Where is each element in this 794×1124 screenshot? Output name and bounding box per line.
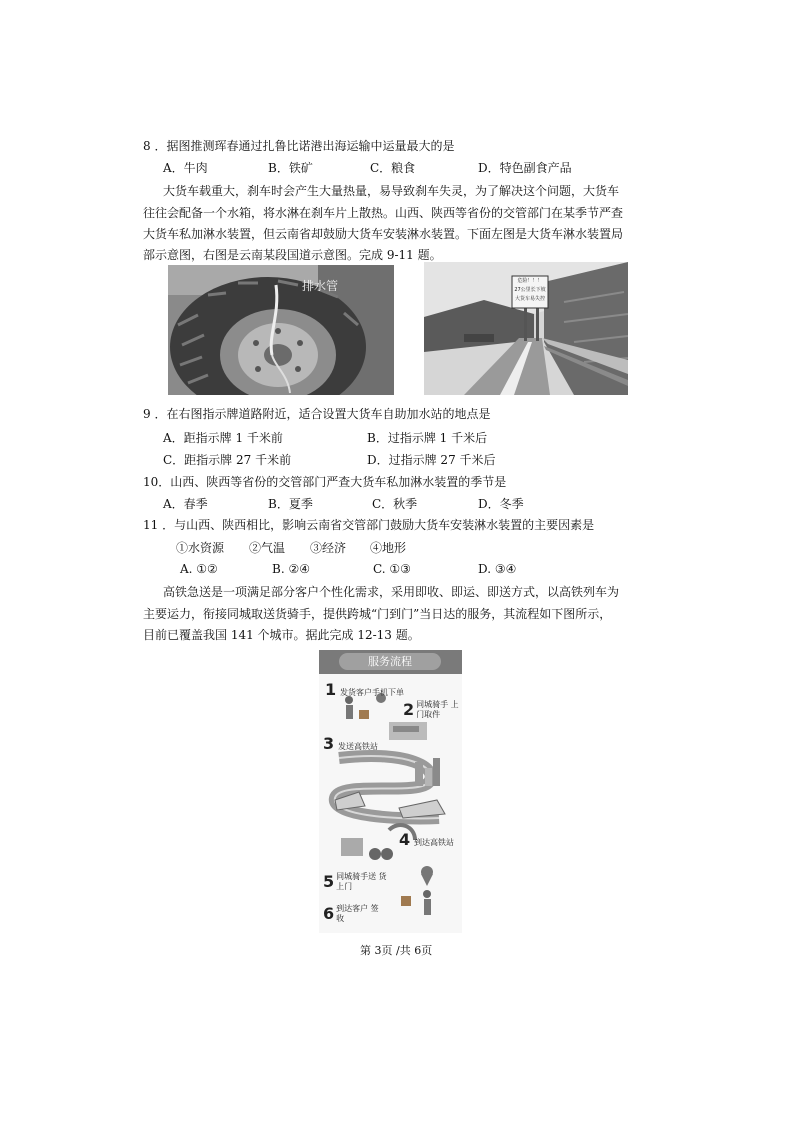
- flow-step-2-number: 2: [403, 700, 415, 719]
- flow-step-3-number: 3: [323, 734, 335, 753]
- flow-step-1-label: 发货客户手机下单: [339, 688, 404, 697]
- q10-option-a: A．春季: [163, 497, 208, 511]
- q11-option-b: B. ②④: [272, 562, 310, 576]
- q11-factor-1: ①水资源: [176, 541, 225, 555]
- q11-factor-2: ②气温: [249, 541, 286, 555]
- passage2-line-3: 目前已覆盖我国 141 个城市。据此完成 12-13 题。: [143, 628, 420, 642]
- q11-factor-3: ③经济: [310, 541, 347, 555]
- q11-factor-4: ④地形: [370, 541, 407, 555]
- passage2-line-2: 主要运力，衔接同城取送货骑手，提供跨城“门到门”当日达的服务，其流程如下图所示，: [143, 607, 612, 621]
- q8-option-d: D．特色副食产品: [478, 161, 572, 175]
- q11-option-d: D. ③④: [478, 562, 517, 576]
- q9-option-a: A．距指示牌 1 千米前: [163, 431, 283, 445]
- flow-step-6-number: 6: [323, 904, 335, 923]
- flow-step-5-label: 同城骑手送 货上门: [336, 872, 387, 891]
- q11-option-c: C. ①③: [373, 562, 411, 576]
- q9-option-c: C．距指示牌 27 千米前: [163, 453, 292, 467]
- q9-option-b: B．过指示牌 1 千米后: [367, 431, 488, 445]
- flow-step-5-number: 5: [323, 872, 335, 891]
- page-number: 第 3页 /共 6页: [360, 944, 433, 957]
- service-flow-diagram: [319, 650, 462, 933]
- q10-option-d: D．冬季: [478, 497, 524, 511]
- q8-option-a: A．牛肉: [163, 161, 208, 175]
- passage1-line-1: 大货车载重大，刹车时会产生大量热量，易导致刹车失灵，为了解决这个问题，大货车: [163, 184, 620, 198]
- flow-step-4-number: 4: [399, 830, 411, 849]
- passage1-line-4: 部示意图，右图是云南某段国道示意图。完成 9-11 题。: [143, 248, 442, 262]
- sign-line-3: 大货车易失控: [514, 296, 545, 302]
- sign-line-1: 危险！！！: [517, 278, 543, 284]
- q9-stem: 9 ．在右图指示牌道路附近，适合设置大货车自助加水站的地点是: [143, 407, 491, 421]
- passage2-line-1: 高铁急送是一项满足部分客户个性化需求，采用即收、即运、即送方式，以高铁列车为: [163, 585, 620, 599]
- drain-pipe-label: 排水管: [302, 279, 339, 293]
- q8-option-b: B．铁矿: [268, 161, 313, 175]
- flow-step-4-label: 到达高铁站: [413, 838, 454, 847]
- flow-step-1-number: 1: [325, 680, 337, 699]
- passage1-line-2: 往往会配备一个水箱，将水淋在刹车片上散热。山西、陕西等省份的交管部门在某季节严查: [143, 206, 624, 220]
- q9-option-d: D．过指示牌 27 千米后: [367, 453, 496, 467]
- flow-step-2-label: 同城骑手 上门取件: [416, 700, 459, 719]
- q10-option-b: B．夏季: [268, 497, 313, 511]
- q8-stem: 8 ．据图推测珲春通过扎鲁比诺港出海运输中运量最大的是: [143, 139, 455, 153]
- flow-step-3-label: 发送高铁站: [337, 742, 378, 751]
- q10-stem: 10．山西、陕西等省份的交管部门严查大货车私加淋水装置的季节是: [143, 475, 507, 489]
- q11-stem: 11 ．与山西、陕西相比，影响云南省交管部门鼓励大货车安装淋水装置的主要因素是: [143, 518, 595, 532]
- passage1-line-3: 大货车私加淋水装置，但云南省却鼓励大货车安装淋水装置。下面左图是大货车淋水装置局: [143, 227, 624, 241]
- flow-title: 服务流程: [339, 653, 441, 670]
- truck-wheel-photo: [168, 265, 394, 395]
- q8-option-c: C．粮食: [370, 161, 416, 175]
- sign-line-2: 27公里长下坡: [514, 287, 546, 293]
- q10-option-c: C．秋季: [372, 497, 418, 511]
- q11-option-a: A. ①②: [180, 562, 218, 576]
- flow-step-6-label: 到达客户 签收: [336, 904, 379, 923]
- road-sign-photo: [424, 262, 628, 395]
